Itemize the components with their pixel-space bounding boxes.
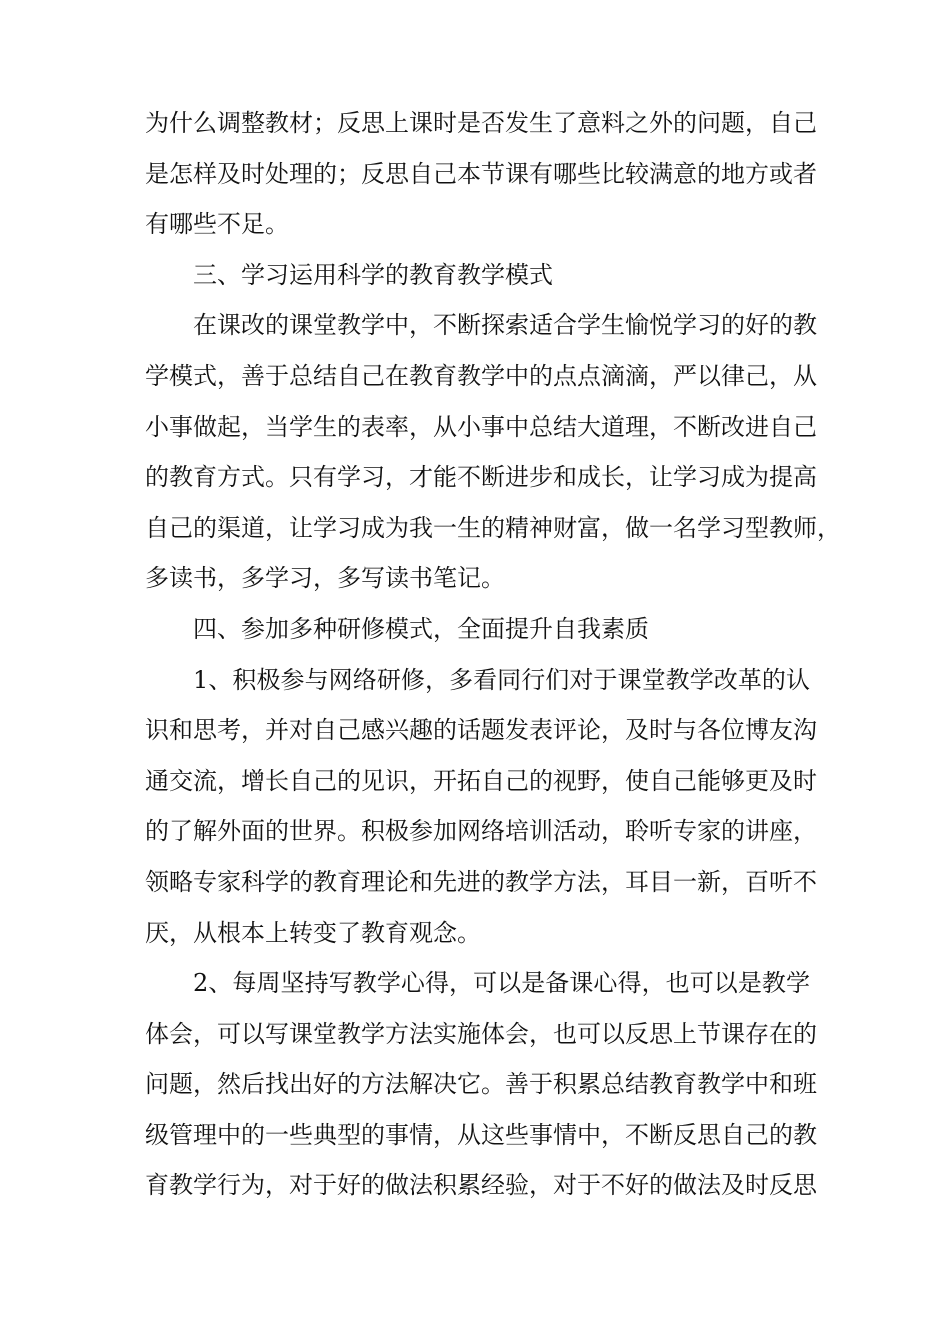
- text-line-5: 在课改的课堂教学中，不断探索适合学生愉悦学习的好的教: [193, 311, 817, 340]
- text-line-12: 1、积极参与网络研修，多看同行们对于课堂教学改革的认: [193, 665, 810, 694]
- section-heading-3: 三、学习运用科学的教育教学模式: [193, 260, 553, 289]
- text-line-8: 的教育方式。只有学习，才能不断进步和成长，让学习成为提高: [145, 463, 817, 492]
- text-line-3: 有哪些不足。: [145, 210, 289, 239]
- text-line-20: 问题，然后找出好的方法解决它。善于积累总结教育教学中和班: [145, 1070, 817, 1099]
- text-line-2: 是怎样及时处理的；反思自己本节课有哪些比较满意的地方或者: [145, 159, 817, 188]
- text-line-17: 厌，从根本上转变了教育观念。: [145, 918, 481, 947]
- text-line-14: 通交流，增长自己的见识，开拓自己的视野，使自己能够更及时: [145, 766, 817, 795]
- text-line-10: 多读书，多学习，多写读书笔记。: [145, 564, 505, 593]
- text-line-7: 小事做起，当学生的表率，从小事中总结大道理，不断改进自己: [145, 412, 817, 441]
- document-body: [145, 98, 841, 1211]
- text-line-13: 识和思考，并对自己感兴趣的话题发表评论，及时与各位博友沟: [145, 716, 817, 745]
- section-heading-4: 四、参加多种研修模式，全面提升自我素质: [193, 614, 649, 643]
- text-line-16: 领略专家科学的教育理论和先进的教学方法，耳目一新，百听不: [145, 867, 817, 896]
- text-line-15: 的了解外面的世界。积极参加网络培训活动，聆听专家的讲座，: [145, 817, 817, 846]
- text-line-1: 为什么调整教材；反思上课时是否发生了意料之外的问题，自己: [145, 109, 817, 137]
- text-line-22: 育教学行为，对于好的做法积累经验，对于不好的做法及时反思: [145, 1171, 817, 1200]
- text-line-18: 2、每周坚持写教学心得，可以是备课心得，也可以是教学: [193, 969, 810, 998]
- text-line-6: 学模式，善于总结自己在教育教学中的点点滴滴，严以律己，从: [145, 361, 817, 390]
- text-line-21: 级管理中的一些典型的事情，从这些事情中，不断反思自己的教: [145, 1120, 817, 1149]
- text-line-9: 自己的渠道，让学习成为我一生的精神财富，做一名学习型教师，: [145, 513, 841, 542]
- text-line-19: 体会，可以写课堂教学方法实施体会，也可以反思上节课存在的: [145, 1019, 817, 1048]
